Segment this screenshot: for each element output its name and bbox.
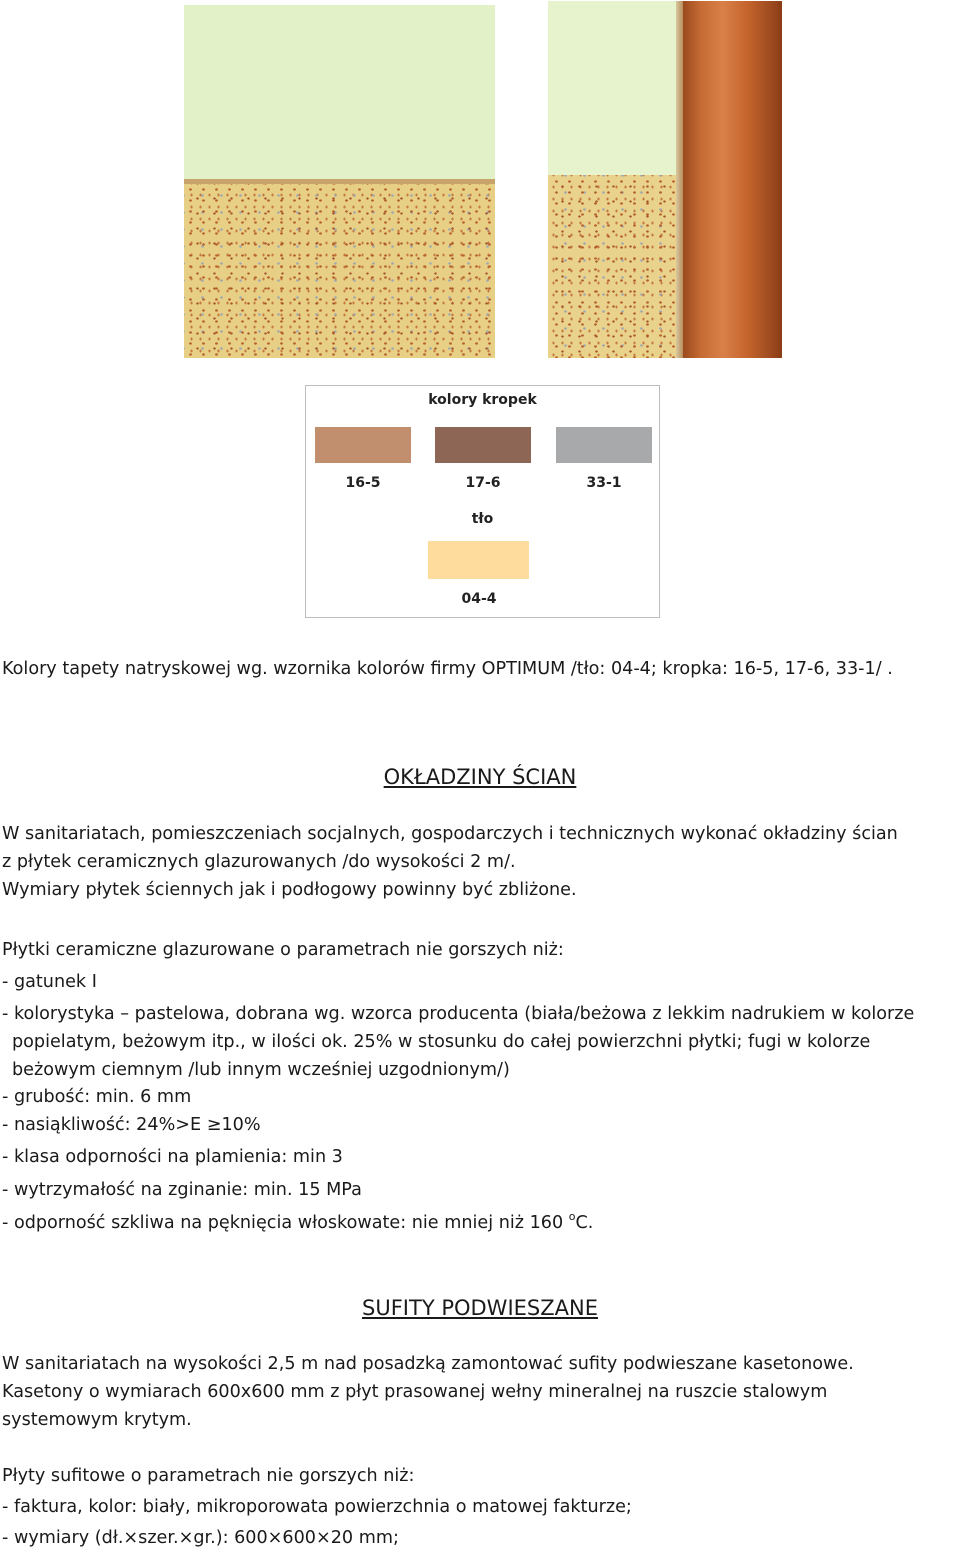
swatch-label: 17-6 <box>465 475 501 491</box>
section-title-ceilings: SUFITY PODWIESZANE <box>362 1296 598 1320</box>
wall-photo-with-door-frame <box>548 1 782 358</box>
paragraph-line: W sanitariatach na wysokości 2,5 m nad posadzką zamontować sufity podwieszane kasetonowe. <box>2 1354 854 1374</box>
param-item-continuation: popielatym, beżowym itp., w ilości ok. 25% w stosunku do całej powierzchni płytki; fugi w kolorze <box>12 1032 871 1052</box>
wall-photo-speckled-area <box>184 184 495 358</box>
wall-photo-speckled-area <box>548 175 683 358</box>
swatch-04-4 <box>428 541 529 579</box>
swatch-label: 04-4 <box>461 591 497 607</box>
color-swatch-card <box>305 385 660 618</box>
paragraph-line: W sanitariatach, pomieszczeniach socjalnych, gospodarczych i technicznych wykonać okładziny ścian <box>2 824 898 844</box>
param-item-continuation: beżowym ciemnym /lub innym wcześniej uzgodnionym/) <box>12 1060 510 1080</box>
color-caption: Kolory tapety natryskowej wg. wzornika kolorów firmy OPTIMUM /tło: 04-4; kropka: 16-5, 17-6, 33-1/ . <box>2 659 893 679</box>
section-title-walls: OKŁADZINY ŚCIAN <box>383 765 577 789</box>
param-item: - kolorystyka – pastelowa, dobrana wg. wzorca producenta (biała/beżowa z lekkim nadrukiem w kolorze <box>2 1004 915 1024</box>
param-unit: C. <box>575 1213 594 1233</box>
param-item: - nasiąkliwość: 24%>E ≥10% <box>2 1115 261 1135</box>
paragraph-line: systemowym krytym. <box>2 1410 192 1430</box>
param-item: - wytrzymałość na zginanie: min. 15 MPa <box>2 1180 362 1200</box>
wall-photo-speckled <box>184 5 495 358</box>
paragraph-line: Kasetony o wymiarach 600x600 mm z płyt prasowanej wełny mineralnej na ruszcie stalowym <box>2 1382 828 1402</box>
paragraph-line: z płytek ceramicznych glazurowanych /do wysokości 2 m/. <box>2 852 516 872</box>
swatch-label: 33-1 <box>586 475 622 491</box>
background-label: tło <box>471 511 494 527</box>
param-item: - wymiary (dł.×szer.×gr.): 600×600×20 mm; <box>2 1528 399 1548</box>
swatch-label: 16-5 <box>345 475 381 491</box>
swatch-33-1 <box>556 427 652 463</box>
params-heading: Płytki ceramiczne glazurowane o parametrach nie gorszych niż: <box>2 940 564 960</box>
param-item: - klasa odporności na plamienia: min 3 <box>2 1147 343 1167</box>
param-item: - gatunek I <box>2 972 97 992</box>
swatch-card-title: kolory kropek <box>428 392 537 408</box>
swatch-16-5 <box>315 427 411 463</box>
param-item: - grubość: min. 6 mm <box>2 1087 192 1107</box>
params-heading: Płyty sufitowe o parametrach nie gorszych niż: <box>2 1466 415 1486</box>
door-frame <box>683 1 782 358</box>
door-frame-edge <box>676 1 683 358</box>
paragraph-line: Wymiary płytek ściennych jak i podłogowy powinny być zbliżone. <box>2 880 577 900</box>
degree-superscript: o <box>568 1210 576 1223</box>
param-text: - odporność szkliwa na pęknięcia włoskowate: nie mniej niż 160 <box>2 1213 564 1233</box>
swatch-17-6 <box>435 427 531 463</box>
param-item <box>2 1210 593 1233</box>
param-item: - faktura, kolor: biały, mikroporowata powierzchnia o matowej fakturze; <box>2 1497 632 1517</box>
